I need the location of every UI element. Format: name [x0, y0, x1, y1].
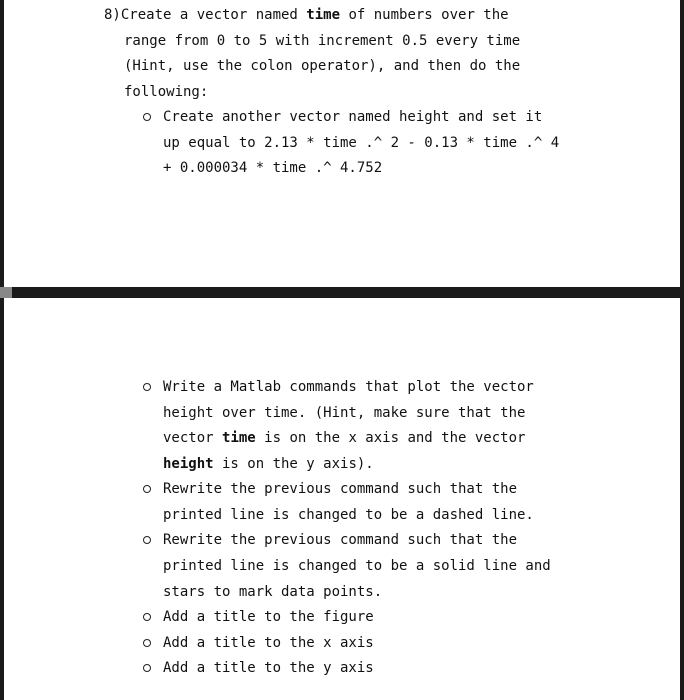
bullet2-line-2: height over time. (Hint, make sure that the — [163, 405, 526, 421]
bullet1-line-3: + 0.000034 * time .^ 4.752 — [163, 160, 383, 176]
bullet6-line: Add a title to the x axis — [163, 635, 374, 651]
bullet2-line-1: Write a Matlab commands that plot the vector — [163, 379, 534, 395]
bullet-icon — [143, 664, 151, 672]
bullet1-line-1: Create another vector named height and set it — [163, 109, 543, 125]
item-text: vector — [163, 430, 223, 446]
bullet1-line-2: up equal to 2.13 * time .^ 2 - 0.13 * time .^ 4 — [163, 135, 560, 151]
item-text: is on the x axis and the vector — [255, 430, 526, 446]
bullet3-line-2: printed line is changed to be a dashed line. — [163, 507, 534, 523]
bullet-icon — [143, 613, 151, 621]
item-text: is on the y axis). — [213, 456, 374, 472]
bullet-icon — [143, 536, 151, 544]
bullet4-line-1: Rewrite the previous command such that the — [163, 532, 518, 548]
page-frame-right — [680, 0, 684, 700]
question-line-2: range from 0 to 5 with increment 0.5 every time — [124, 33, 521, 49]
bullet2-line-3 — [163, 429, 525, 447]
bullet-icon — [143, 383, 151, 391]
bold-term-time: time — [222, 430, 256, 446]
bullet2-line-4 — [163, 455, 374, 473]
bullet4-line-3: stars to mark data points. — [163, 584, 383, 600]
question-text: Create a vector named — [120, 7, 307, 23]
question-number: 8) — [104, 7, 121, 23]
bullet5-line: Add a title to the figure — [163, 609, 374, 625]
bold-term-height: height — [163, 456, 214, 472]
bullet-icon — [143, 485, 151, 493]
bullet3-line-1: Rewrite the previous command such that the — [163, 481, 518, 497]
question-text: of numbers over the — [340, 7, 509, 23]
bullet7-line: Add a title to the y axis — [163, 660, 374, 676]
bullet4-line-2: printed line is changed to be a solid line and — [163, 558, 551, 574]
question-line-1 — [104, 6, 509, 24]
bullet-icon — [143, 113, 151, 121]
page-frame-left — [0, 0, 4, 700]
question-line-3: (Hint, use the colon operator), and then do the — [124, 58, 521, 74]
question-line-4: following: — [124, 84, 209, 100]
divider-accent — [0, 287, 12, 298]
section-divider — [0, 287, 684, 298]
bullet-icon — [143, 639, 151, 647]
bold-term-time: time — [306, 7, 341, 23]
